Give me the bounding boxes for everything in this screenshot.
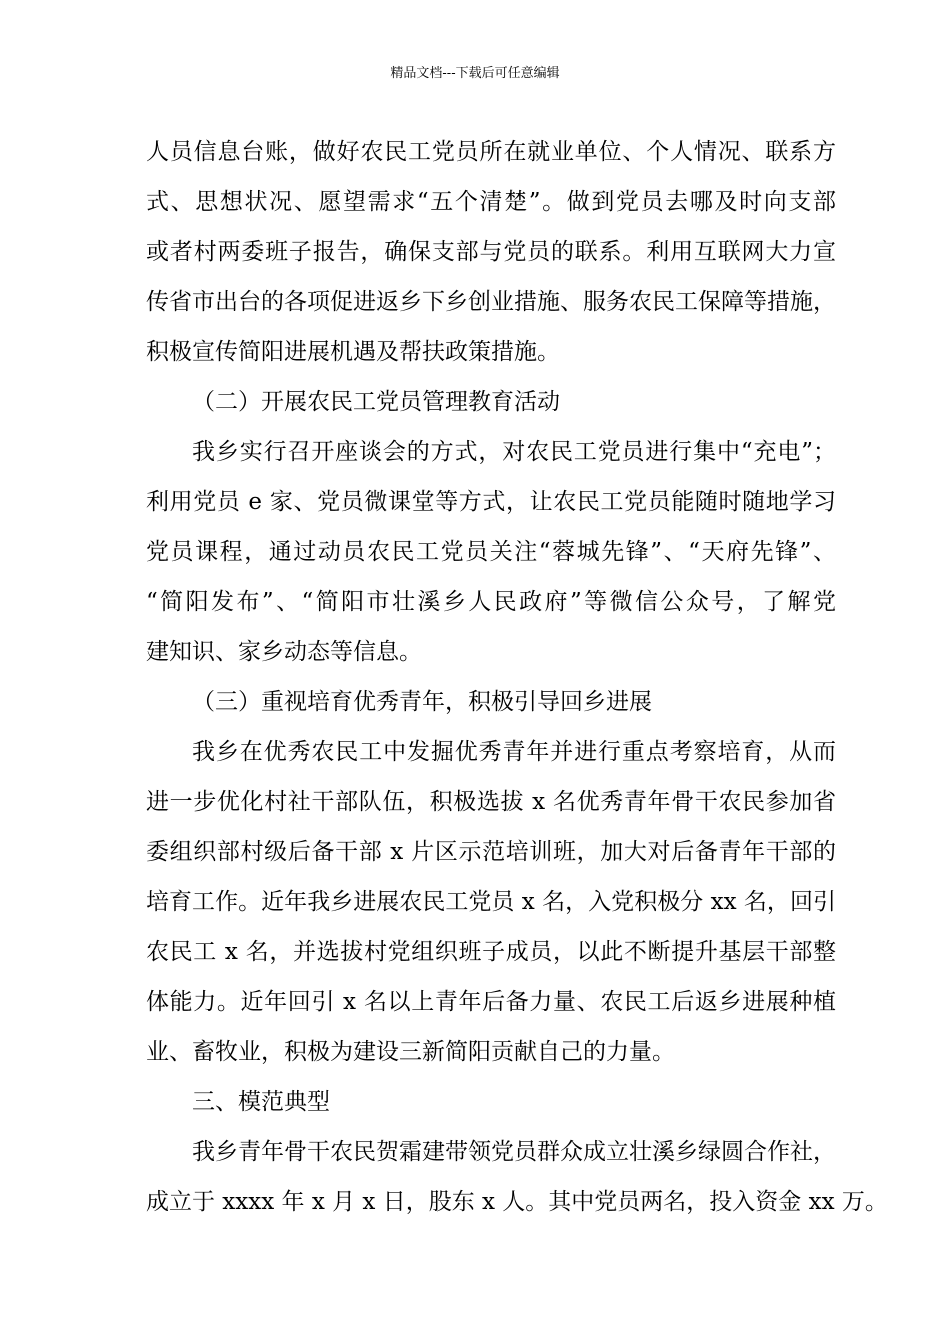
paragraph-line: 党员课程，通过动员农民工党员关注“蓉城先锋”、“天府先锋”、: [146, 539, 836, 565]
paragraph-line: 培育工作。近年我乡进展农民工党员 x 名，入党积极分 xx 名，回引: [146, 889, 836, 915]
paragraph-line: 进一步优化村社干部队伍，积极选拔 x 名优秀青年骨干农民参加省: [146, 789, 836, 815]
paragraph-line: 成立于 xxxx 年 x 月 x 日，股东 x 人。其中党员两名，投入资金 xx 万。: [146, 1189, 888, 1215]
paragraph-line: 我乡实行召开座谈会的方式，对农民工党员进行集中“充电”；: [192, 439, 836, 465]
document-body: [146, 132, 888, 1232]
paragraph-line: 委组织部村级后备干部 x 片区示范培训班，加大对后备青年干部的: [146, 839, 836, 865]
page-header: 精品文档---下载后可任意编辑: [390, 66, 560, 81]
paragraph-line: 积极宣传简阳进展机遇及帮扶政策措施。: [146, 339, 560, 365]
paragraph-line: 传省市出台的各项促进返乡下乡创业措施、服务农民工保障等措施，: [146, 289, 836, 315]
paragraph-line: 农民工 x 名，并选拔村党组织班子成员，以此不断提升基层干部整: [146, 939, 836, 965]
paragraph-line: 业、畜牧业，积极为建设三新简阳贡献自己的力量。: [146, 1039, 675, 1065]
paragraph-line: 人员信息台账，做好农民工党员所在就业单位、个人情况、联系方: [146, 139, 836, 165]
section-heading: 三、模范典型: [192, 1089, 330, 1115]
paragraph-line: “简阳发布”、“简阳市壮溪乡人民政府”等微信公众号，了解党: [146, 589, 836, 615]
paragraph-line: 或者村两委班子报告，确保支部与党员的联系。利用互联网大力宣: [146, 239, 836, 265]
paragraph-line: 式、思想状况、愿望需求“五个清楚”。做到党员去哪及时向支部: [146, 189, 836, 215]
section-heading: （二）开展农民工党员管理教育活动: [192, 389, 560, 415]
paragraph-line: 我乡青年骨干农民贺霜建带领党员群众成立壮溪乡绿圆合作社，: [192, 1139, 836, 1165]
section-heading: （三）重视培育优秀青年，积极引导回乡进展: [192, 689, 652, 715]
paragraph-line: 我乡在优秀农民工中发掘优秀青年并进行重点考察培育，从而: [192, 739, 836, 765]
paragraph-line: 利用党员 e 家、党员微课堂等方式，让农民工党员能随时随地学习: [146, 489, 836, 515]
paragraph-line: 建知识、家乡动态等信息。: [146, 639, 422, 665]
paragraph-line: 体能力。近年回引 x 名以上青年后备力量、农民工后返乡进展种植: [146, 989, 836, 1015]
